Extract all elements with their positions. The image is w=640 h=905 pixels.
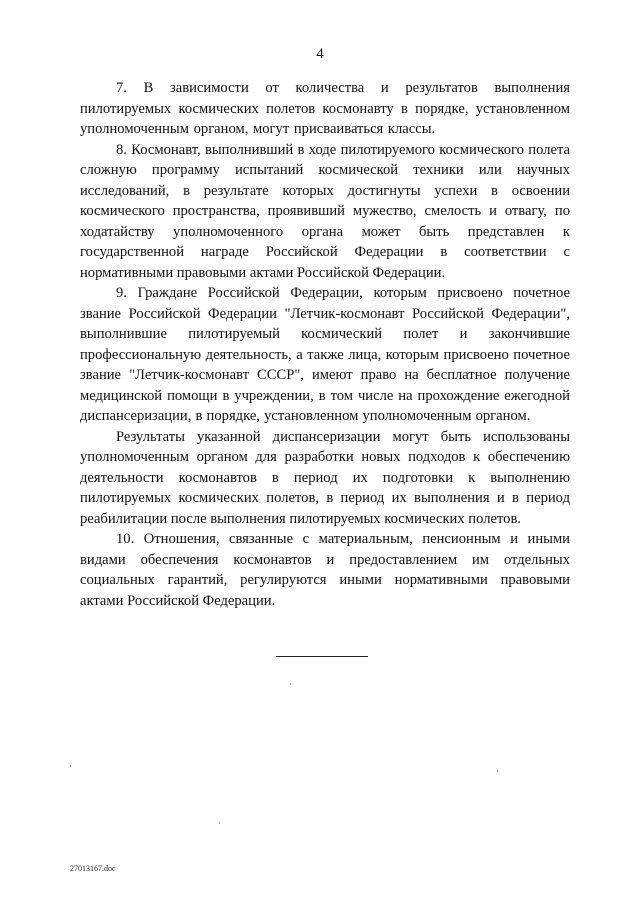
- scan-speck: [290, 683, 291, 685]
- paragraph-8: 8. Космонавт, выполнивший в ходе пилотируемого космического полета сложную программу испытаний космической техники или научных исследований, в результате которых достигнуты успехи в освоении космического пространства, проявивший мужество, смелость и отвагу, по ходатайству уполномоченного органа может быть представлен к государственной награде Российской Федерации в соответствии с нормативными правовыми актами Российской Федерации.: [80, 141, 570, 281]
- closing-separator-line: [276, 656, 368, 657]
- paragraph-7: 7. В зависимости от количества и результатов выполнения пилотируемых космических полетов космонавту в порядке, установленном уполномоченным органом, могут присваиваться классы.: [80, 80, 570, 137]
- scan-speck: [497, 770, 498, 772]
- document-file-id: 27013167.doc: [70, 864, 116, 873]
- page-number: 4: [316, 46, 324, 62]
- paragraph-9-continuation: Результаты указанной диспансеризации могут быть использованы уполномоченным органом для разработки новых подходов к обеспечению деятельности космонавтов в период их подготовки к выполнению пилотируемых космических полетов, в период их выполнения и в период реабилитации после выполнения пилотируемых космических полетов.: [80, 428, 570, 527]
- document-body: [80, 78, 570, 611]
- paragraph-10: 10. Отношения, связанные с материальным, пенсионным и иными видами обеспечения космонавтов и предоставлением им отдельных социальных гарантий, регулируются иными нормативными правовыми актами Российской Федерации.: [80, 531, 570, 609]
- paragraph-9: 9. Граждане Российской Федерации, которым присвоено почетное звание Российской Федерации "Летчик-космонавт Российской Федерации", выполнившие пилотируемый космический полет и закончившие профессиональную деятельность, а также лица, которым присвоено почетное звание "Летчик-космонавт СССР", имеют право на бесплатное получение медицинской помощи в учреждении, в том числе на прохождение ежегодной диспансеризации, в порядке, установленном уполномоченным органом.: [80, 285, 570, 424]
- scan-speck: [219, 822, 220, 824]
- scan-speck: [70, 765, 71, 767]
